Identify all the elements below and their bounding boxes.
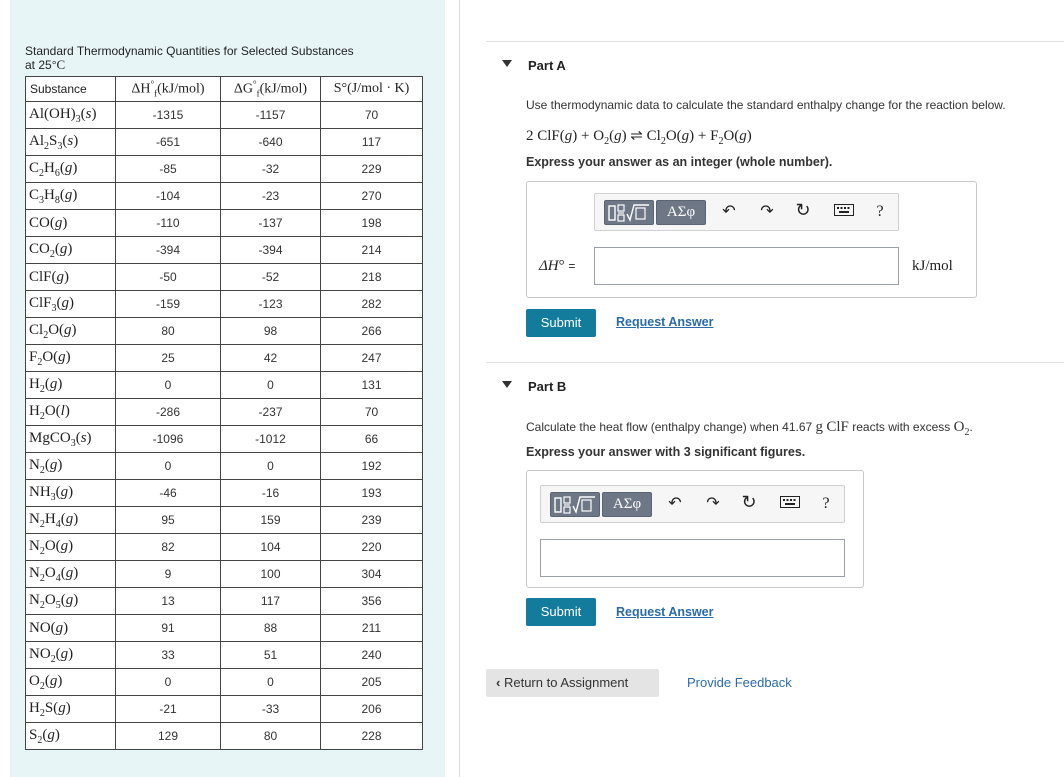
dhf-cell: -104 bbox=[116, 183, 221, 210]
part-a-header[interactable] bbox=[486, 41, 1064, 86]
table-row bbox=[26, 291, 423, 318]
dgf-cell: 42 bbox=[221, 345, 321, 372]
greek-symbols-button[interactable]: ΑΣφ bbox=[656, 200, 706, 225]
redo-icon[interactable]: ↷ bbox=[706, 495, 720, 512]
thermo-table bbox=[25, 76, 423, 750]
fraction-sqrt-icon bbox=[607, 203, 651, 223]
s-cell: 240 bbox=[321, 642, 423, 669]
template-button[interactable] bbox=[604, 200, 654, 225]
substance-cell: $C_2H_6(g)$ bbox=[26, 156, 116, 183]
substance-cell: $N_2(g)$ bbox=[26, 453, 116, 480]
dhf-cell: 80 bbox=[116, 318, 221, 345]
dgf-cell: -640 bbox=[221, 129, 321, 156]
dhf-cell: -110 bbox=[116, 210, 221, 237]
s-cell: 117 bbox=[321, 129, 423, 156]
table-row bbox=[26, 264, 423, 291]
substance-cell: MgCO$_3$(s) bbox=[26, 426, 116, 453]
provide-feedback-link[interactable]: Provide Feedback bbox=[687, 675, 792, 690]
dgf-cell: 80 bbox=[221, 723, 321, 750]
part-a-request-answer-link[interactable]: Request Answer bbox=[616, 315, 714, 329]
s-cell: 270 bbox=[321, 183, 423, 210]
s-cell: 218 bbox=[321, 264, 423, 291]
substance-cell: CO(g) bbox=[26, 210, 116, 237]
s-cell: 282 bbox=[321, 291, 423, 318]
substance-cell: $Cl_2O(g)$ bbox=[26, 318, 116, 345]
s-cell: 214 bbox=[321, 237, 423, 264]
dgf-cell: -32 bbox=[221, 156, 321, 183]
dhf-cell: 9 bbox=[116, 561, 221, 588]
header-s: S°(J/mol · K) bbox=[321, 77, 423, 102]
table-caption-title: Standard Thermodynamic Quantities for Selected Substances bbox=[25, 44, 354, 58]
dhf-cell: -1315 bbox=[116, 102, 221, 129]
dhf-cell: -21 bbox=[116, 696, 221, 723]
dgf-cell: -1012 bbox=[221, 426, 321, 453]
dgf-cell: 0 bbox=[221, 669, 321, 696]
dhf-cell: 129 bbox=[116, 723, 221, 750]
substance-cell: $N_2H_4(g)$ bbox=[26, 507, 116, 534]
undo-icon[interactable]: ↶ bbox=[722, 203, 736, 220]
substance-cell: $Al(OH)_3(s)$ bbox=[26, 102, 116, 129]
s-cell: 70 bbox=[321, 399, 423, 426]
table-row bbox=[26, 669, 423, 696]
dhf-cell: 13 bbox=[116, 588, 221, 615]
part-b-title: Part B bbox=[528, 379, 567, 394]
s-cell: 211 bbox=[321, 615, 423, 642]
undo-icon[interactable]: ↶ bbox=[668, 495, 682, 512]
greek-symbols-button[interactable]: ΑΣφ bbox=[602, 492, 652, 517]
dhf-cell: 95 bbox=[116, 507, 221, 534]
s-cell: 205 bbox=[321, 669, 423, 696]
part-a-reaction: 2 $ClF(g) + O_2(g)$ ⇌ $Cl_2O(g) + F_2O(g)$ bbox=[526, 128, 752, 147]
help-icon[interactable]: ? bbox=[876, 203, 884, 220]
part-a-unit: kJ/mol bbox=[912, 258, 953, 274]
collapse-caret-icon[interactable] bbox=[502, 60, 512, 67]
s-cell: 247 bbox=[321, 345, 423, 372]
dhf-cell: 25 bbox=[116, 345, 221, 372]
substance-cell: $NH_3(g)$ bbox=[26, 480, 116, 507]
dhf-cell: 82 bbox=[116, 534, 221, 561]
s-cell: 193 bbox=[321, 480, 423, 507]
dgf-cell: -23 bbox=[221, 183, 321, 210]
part-b-answer-input[interactable] bbox=[540, 539, 845, 577]
reset-icon[interactable]: ↻ bbox=[741, 492, 757, 512]
part-b-submit-button[interactable]: Submit bbox=[526, 598, 596, 626]
substance-cell: ClF(g) bbox=[26, 264, 116, 291]
table-row bbox=[26, 102, 423, 129]
header-dgf: $\Delta G^\circ_f(kJ/mol)$ bbox=[221, 77, 321, 102]
keyboard-icon[interactable] bbox=[779, 495, 801, 514]
s-cell: 198 bbox=[321, 210, 423, 237]
dgf-cell: 51 bbox=[221, 642, 321, 669]
collapse-caret-icon[interactable] bbox=[502, 381, 512, 388]
chevron-left-icon: ‹ bbox=[496, 675, 501, 690]
substance-cell: $Al_2S_3(s)$ bbox=[26, 129, 116, 156]
substance-cell: $N_2O_5(g)$ bbox=[26, 588, 116, 615]
table-row bbox=[26, 426, 423, 453]
s-cell: 229 bbox=[321, 156, 423, 183]
table-row bbox=[26, 561, 423, 588]
substance-cell: NO(g) bbox=[26, 615, 116, 642]
s-cell: 192 bbox=[321, 453, 423, 480]
table-row bbox=[26, 615, 423, 642]
part-a-answer-box bbox=[526, 181, 977, 298]
table-row bbox=[26, 372, 423, 399]
dhf-cell: -286 bbox=[116, 399, 221, 426]
substance-cell: $H_2O(l)$ bbox=[26, 399, 116, 426]
redo-icon[interactable]: ↷ bbox=[760, 203, 774, 220]
return-to-assignment-button[interactable] bbox=[486, 669, 659, 697]
dhf-cell: -394 bbox=[116, 237, 221, 264]
table-row bbox=[26, 399, 423, 426]
part-a-math-toolbar bbox=[594, 193, 899, 231]
part-a-submit-button[interactable]: Submit bbox=[526, 309, 596, 337]
table-row bbox=[26, 696, 423, 723]
keyboard-icon[interactable] bbox=[833, 203, 855, 222]
dhf-cell: -159 bbox=[116, 291, 221, 318]
s-cell: 228 bbox=[321, 723, 423, 750]
table-row bbox=[26, 210, 423, 237]
table-row bbox=[26, 156, 423, 183]
table-row bbox=[26, 480, 423, 507]
table-row bbox=[26, 723, 423, 750]
table-row bbox=[26, 237, 423, 264]
substance-cell: $N_2O(g)$ bbox=[26, 534, 116, 561]
part-b-question: Calculate the heat flow (enthalpy change) when 41.67 g ClF reacts with excess $O_2$. bbox=[526, 419, 973, 438]
help-icon[interactable]: ? bbox=[822, 495, 830, 512]
table-row bbox=[26, 534, 423, 561]
s-cell: 220 bbox=[321, 534, 423, 561]
substance-cell: $H_2S(g)$ bbox=[26, 696, 116, 723]
s-cell: 70 bbox=[321, 102, 423, 129]
dgf-cell: -33 bbox=[221, 696, 321, 723]
substance-cell: $C_3H_8(g)$ bbox=[26, 183, 116, 210]
s-cell: 304 bbox=[321, 561, 423, 588]
dhf-cell: -46 bbox=[116, 480, 221, 507]
dhf-cell: -85 bbox=[116, 156, 221, 183]
table-row bbox=[26, 345, 423, 372]
part-a-title: Part A bbox=[528, 58, 566, 73]
part-b-header[interactable] bbox=[486, 362, 1064, 407]
template-button[interactable] bbox=[550, 492, 600, 517]
part-a-instruction: Express your answer as an integer (whole number). bbox=[526, 155, 833, 169]
table-caption bbox=[25, 44, 435, 72]
dgf-cell: 0 bbox=[221, 372, 321, 399]
dhf-cell: 0 bbox=[116, 372, 221, 399]
substance-cell: ClF$_3$(g) bbox=[26, 291, 116, 318]
substance-cell: $CO_2(g)$ bbox=[26, 237, 116, 264]
substance-cell: $N_2O_4(g)$ bbox=[26, 561, 116, 588]
table-caption-temp: at 25°C bbox=[25, 57, 66, 72]
s-cell: 239 bbox=[321, 507, 423, 534]
dgf-cell: 0 bbox=[221, 453, 321, 480]
dgf-cell: 104 bbox=[221, 534, 321, 561]
dgf-cell: 159 bbox=[221, 507, 321, 534]
s-cell: 206 bbox=[321, 696, 423, 723]
dgf-cell: -1157 bbox=[221, 102, 321, 129]
substance-cell: $S_2(g)$ bbox=[26, 723, 116, 750]
table-body bbox=[26, 102, 423, 750]
table-row bbox=[26, 507, 423, 534]
dhf-cell: -50 bbox=[116, 264, 221, 291]
header-dhf: $\Delta H^\circ_f(kJ/mol)$ bbox=[116, 77, 221, 102]
substance-cell: $F_2O(g)$ bbox=[26, 345, 116, 372]
table-row bbox=[26, 129, 423, 156]
dhf-cell: 33 bbox=[116, 642, 221, 669]
part-a-answer-label: ΔH° = bbox=[539, 258, 576, 274]
s-cell: 66 bbox=[321, 426, 423, 453]
dhf-cell: -651 bbox=[116, 129, 221, 156]
part-b-request-answer-link[interactable]: Request Answer bbox=[616, 605, 714, 619]
s-cell: 131 bbox=[321, 372, 423, 399]
dhf-cell: -1096 bbox=[116, 426, 221, 453]
part-a-question: Use thermodynamic data to calculate the standard enthalpy change for the reaction below. bbox=[526, 98, 1006, 112]
part-b-math-toolbar bbox=[540, 485, 845, 523]
part-a-answer-input[interactable] bbox=[594, 247, 899, 285]
dgf-cell: -137 bbox=[221, 210, 321, 237]
s-cell: 356 bbox=[321, 588, 423, 615]
table-row bbox=[26, 318, 423, 345]
dgf-cell: -16 bbox=[221, 480, 321, 507]
table-row bbox=[26, 453, 423, 480]
reset-icon[interactable]: ↻ bbox=[795, 200, 811, 220]
dgf-cell: -237 bbox=[221, 399, 321, 426]
s-cell: 266 bbox=[321, 318, 423, 345]
part-b-answer-box bbox=[526, 470, 864, 588]
substance-cell: $O_2(g)$ bbox=[26, 669, 116, 696]
dgf-cell: -52 bbox=[221, 264, 321, 291]
dgf-cell: 88 bbox=[221, 615, 321, 642]
dhf-cell: 0 bbox=[116, 453, 221, 480]
fraction-sqrt-icon bbox=[553, 495, 597, 515]
dgf-cell: 98 bbox=[221, 318, 321, 345]
header-substance: Substance bbox=[26, 77, 116, 102]
dhf-cell: 0 bbox=[116, 669, 221, 696]
table-row bbox=[26, 642, 423, 669]
dgf-cell: 117 bbox=[221, 588, 321, 615]
substance-cell: $NO_2(g)$ bbox=[26, 642, 116, 669]
return-label: Return to Assignment bbox=[503, 675, 629, 690]
dgf-cell: -394 bbox=[221, 237, 321, 264]
table-row bbox=[26, 183, 423, 210]
panel-divider bbox=[459, 0, 460, 777]
table-header-row bbox=[26, 77, 423, 102]
substance-cell: $H_2(g)$ bbox=[26, 372, 116, 399]
dgf-cell: 100 bbox=[221, 561, 321, 588]
dgf-cell: -123 bbox=[221, 291, 321, 318]
dhf-cell: 91 bbox=[116, 615, 221, 642]
part-b-instruction: Express your answer with 3 significant figures. bbox=[526, 445, 806, 459]
table-row bbox=[26, 588, 423, 615]
